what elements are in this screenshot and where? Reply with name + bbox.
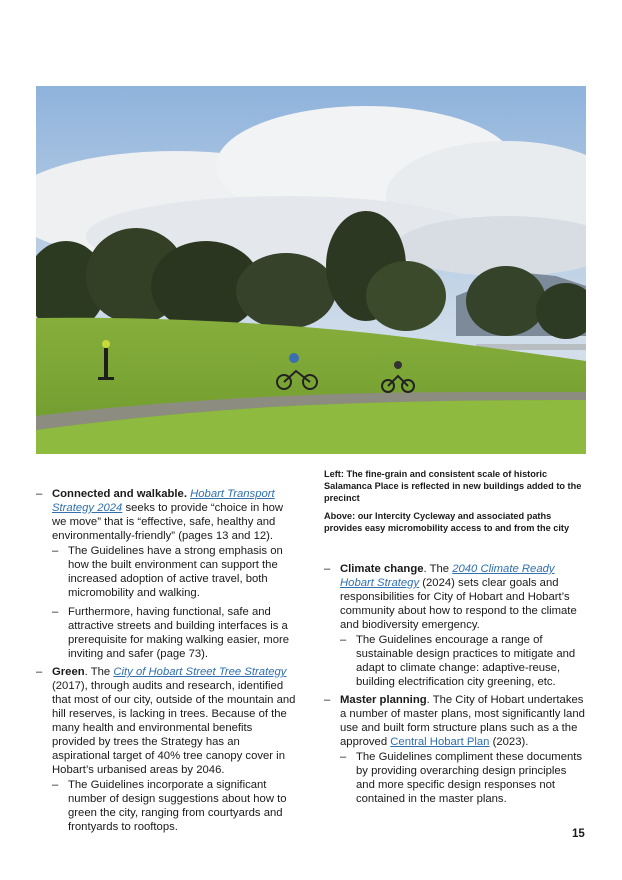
sub-item-walking: – Furthermore, having functional, safe and attractive streets and building interfaces is a prerequisite for making walking easier, more inviting and safer (page 73). (52, 606, 290, 660)
caption-above: Above: our Intercity Cycleway and associated paths provides easy micromobility access to and from the city (324, 511, 570, 533)
connected-heading: Connected and walkable. (52, 488, 187, 500)
page-number: 15 (572, 828, 585, 840)
central-hobart-plan-link[interactable]: Central Hobart Plan (390, 736, 490, 748)
photo-captions (324, 468, 586, 540)
list-item-green: – Green. The City of Hobart Street Tree Strategy (2017), through audits and research, identified that most of our city, outside of the mountain and hill reserves, is lacking in trees. Because of the many health and environmental benefits provided by trees the Strategy has an aspirational target of 40% tree canopy cover in Hobart’s urbanised areas by 2046. (36, 666, 296, 776)
master-heading: Master planning (340, 694, 427, 706)
sub-item-greening: – The Guidelines incorporate a significant number of design suggestions about how to green the city, ranging from courtyards and frontyards to rooftops. (52, 779, 287, 833)
sub-item-compliment: – The Guidelines compliment these documents by providing overarching design principles and more specific design responses not contained in the master plans. (340, 751, 583, 805)
green-heading: Green (52, 666, 85, 678)
climate-ready-strategy-link[interactable]: 2040 Climate Ready Hobart Strategy (340, 563, 555, 589)
cycleway-photo (36, 86, 586, 454)
list-item-climate: – Climate change. The 2040 Climate Ready Hobart Strategy (2024) sets clear goals and responsibilities for City of Hobart and Hobart’s community about how to respond to the climate and biodiversity emergency. (324, 563, 577, 631)
right-column (324, 562, 586, 806)
caption-left: Left: The fine-grain and consistent scale of historic Salamanca Place is reflected in new buildings added to the precinct (324, 469, 582, 503)
climate-heading: Climate change (340, 563, 424, 575)
list-item-connected: – Connected and walkable. Hobart Transport Strategy 2024 seeks to provide “choice in how we move” that is “effective, safe, healthy and environmentally-friendly” (pages 13 and 12). (36, 488, 284, 542)
left-column (36, 487, 298, 834)
hobart-transport-strategy-link[interactable]: Hobart Transport Strategy 2024 (52, 488, 275, 514)
list-item-master-planning: – Master planning. The City of Hobart undertakes a number of master plans, most significantly land use and built form structure plans such as a the approved Central Hobart Plan (2023). (324, 694, 585, 748)
street-tree-strategy-link[interactable]: City of Hobart Street Tree Strategy (113, 666, 287, 678)
sub-item-active-travel: – The Guidelines have a strong emphasis on how the built environment can support the increased adoption of active travel, both micromobility and walking. (52, 545, 283, 599)
photo-cycleway-icon (36, 86, 586, 454)
sub-item-sustainable: – The Guidelines encourage a range of sustainable design practices to mitigate and adapt to climate change: adaptive-reuse, building electrification city greening, etc. (340, 634, 576, 688)
